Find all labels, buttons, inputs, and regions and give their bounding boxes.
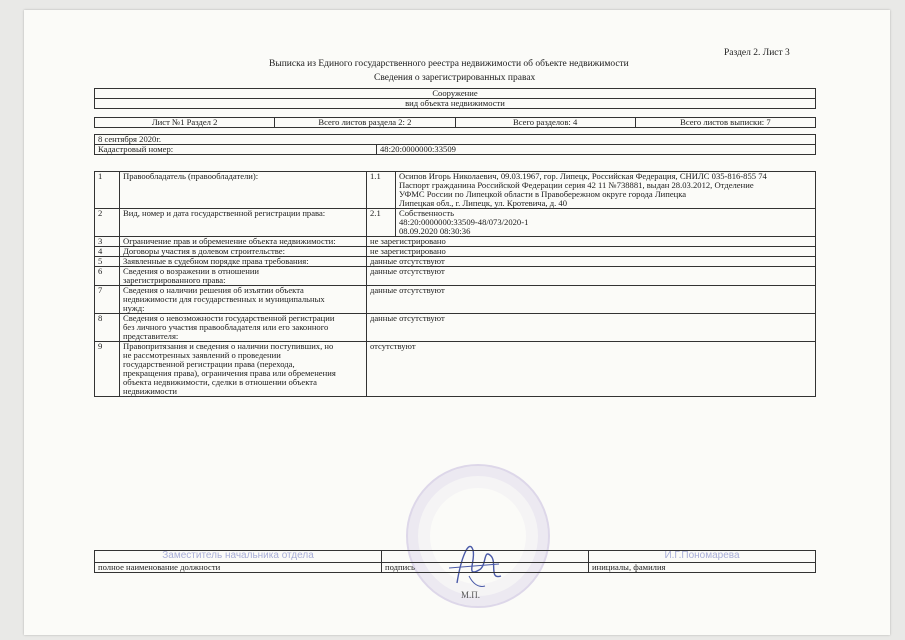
row-label-line: без личного участия правообладателя или его законного: [123, 322, 329, 333]
row-label-line: не рассмотренных заявлений о проведении: [123, 350, 281, 361]
row-label-line: Сведения о возражении в отношении: [123, 266, 260, 277]
row-value: [396, 172, 816, 209]
row-value-line: Липецкая обл., г. Липецк, ул. Кротевича, д. 40: [399, 198, 567, 209]
document-title: Выписка из Единого государственного реестра недвижимости об объекте недвижимости: [269, 59, 629, 69]
cadastral-label: Кадастровый номер:: [95, 145, 377, 155]
table-row: [95, 267, 816, 286]
row-value-line: Осипов Игорь Николаевич, 09.03.1967, гор. Липецк, Российская Федерация, СНИЛС 035-816-855 74: [399, 171, 767, 181]
row-label-line: представителя:: [123, 331, 179, 342]
row-value: данные отсутствуют: [367, 257, 816, 267]
cadastral-number: 48:20:0000000:33509: [377, 145, 816, 155]
row-label-line: зарегистрированного права:: [123, 275, 226, 286]
row-label: [120, 342, 367, 397]
row-label-line: нужд:: [123, 303, 145, 314]
row-number: 9: [95, 342, 120, 397]
row-number: 3: [95, 237, 120, 247]
object-type-caption: вид объекта недвижимости: [95, 99, 816, 109]
row-label: [120, 314, 367, 342]
row-label-line: Сведения о наличии решения об изъятии объекта: [123, 285, 304, 296]
row-value-line: Собственность: [399, 208, 454, 219]
row-value: данные отсутствуют: [367, 286, 816, 314]
row-value-line: УФМС России по Липецкой области в Правобережном округе города Липецка: [399, 189, 687, 200]
object-type-table: [94, 88, 816, 109]
section-reference: Раздел 2. Лист 3: [724, 48, 790, 58]
row-label: Правообладатель (правообладатели):: [120, 172, 367, 209]
row-number: 1: [95, 172, 120, 209]
section-count: Всего разделов: 4: [455, 118, 635, 128]
row-label: Договоры участия в долевом строительстве:: [120, 247, 367, 257]
object-type: Сооружение: [95, 89, 816, 99]
meta-table: [94, 134, 816, 155]
extract-date: 8 сентября 2020г.: [95, 135, 816, 145]
rights-table: [94, 171, 816, 397]
table-row: [95, 286, 816, 314]
row-number: 5: [95, 257, 120, 267]
row-number: 4: [95, 247, 120, 257]
row-number: 8: [95, 314, 120, 342]
table-row: [95, 257, 816, 267]
sheet-number: Лист №1 Раздел 2: [95, 118, 275, 128]
document-subtitle: Сведения о зарегистрированных правах: [374, 73, 536, 83]
signature-cell: [382, 551, 589, 563]
row-value-line: 08.09.2020 08:30:36: [399, 226, 471, 237]
row-label: Заявленные в судебном порядке права требования:: [120, 257, 367, 267]
stamp-mark: М.П.: [461, 590, 481, 600]
row-number: 6: [95, 267, 120, 286]
row-value: не зарегистрировано: [367, 237, 816, 247]
row-value-line: 48:20:0000000:33509-48/073/2020-1: [399, 217, 529, 228]
row-label-line: государственной регистрации права (перехода,: [123, 359, 295, 370]
position-caption: полное наименование должности: [95, 562, 382, 572]
position-value: Заместитель начальника отдела: [95, 551, 382, 563]
row-label-line: объекта недвижимости, сделки в отношении объекта: [123, 377, 317, 388]
table-row: [95, 237, 816, 247]
table-row: [95, 247, 816, 257]
row-label: [120, 286, 367, 314]
table-row: [95, 172, 816, 209]
row-value: не зарегистрировано: [367, 247, 816, 257]
row-value-line: Паспорт гражданина Российской Федерации серия 42 11 №738881, выдан 28.03.2012, Отделение: [399, 180, 754, 191]
row-label: [120, 267, 367, 286]
row-label-line: прекращения права), ограничения права или обременения: [123, 368, 336, 379]
row-value: данные отсутствуют: [367, 267, 816, 286]
row-label-line: недвижимости для государственных и муниципальных: [123, 294, 325, 305]
row-label-line: Правопритязания и сведения о наличии поступивших, но: [123, 341, 334, 352]
extract-sheet-count: Всего листов выписки: 7: [635, 118, 815, 128]
table-row: [95, 314, 816, 342]
row-number: 2: [95, 209, 120, 237]
row-value: [396, 209, 816, 237]
row-label: Вид, номер и дата государственной регистрации права:: [120, 209, 367, 237]
row-label-line: Сведения о невозможности государственной регистрации: [123, 313, 335, 324]
section-sheet-count: Всего листов раздела 2: 2: [275, 118, 455, 128]
row-subnumber: 1.1: [367, 172, 396, 209]
row-label: Ограничение прав и обременение объекта недвижимости:: [120, 237, 367, 247]
signature-caption: подпись: [382, 562, 589, 572]
row-subnumber: 2.1: [367, 209, 396, 237]
row-value: отсутствуют: [367, 342, 816, 397]
row-number: 7: [95, 286, 120, 314]
signature-table: [94, 550, 816, 573]
initials-value: И.Г.Пономарева: [589, 551, 816, 563]
row-value: данные отсутствуют: [367, 314, 816, 342]
sheet-info-table: [94, 117, 816, 128]
document-page: [24, 10, 890, 635]
row-label-line: недвижимости: [123, 386, 177, 397]
initials-caption: инициалы, фамилия: [589, 562, 816, 572]
table-row: [95, 209, 816, 237]
table-row: [95, 342, 816, 397]
